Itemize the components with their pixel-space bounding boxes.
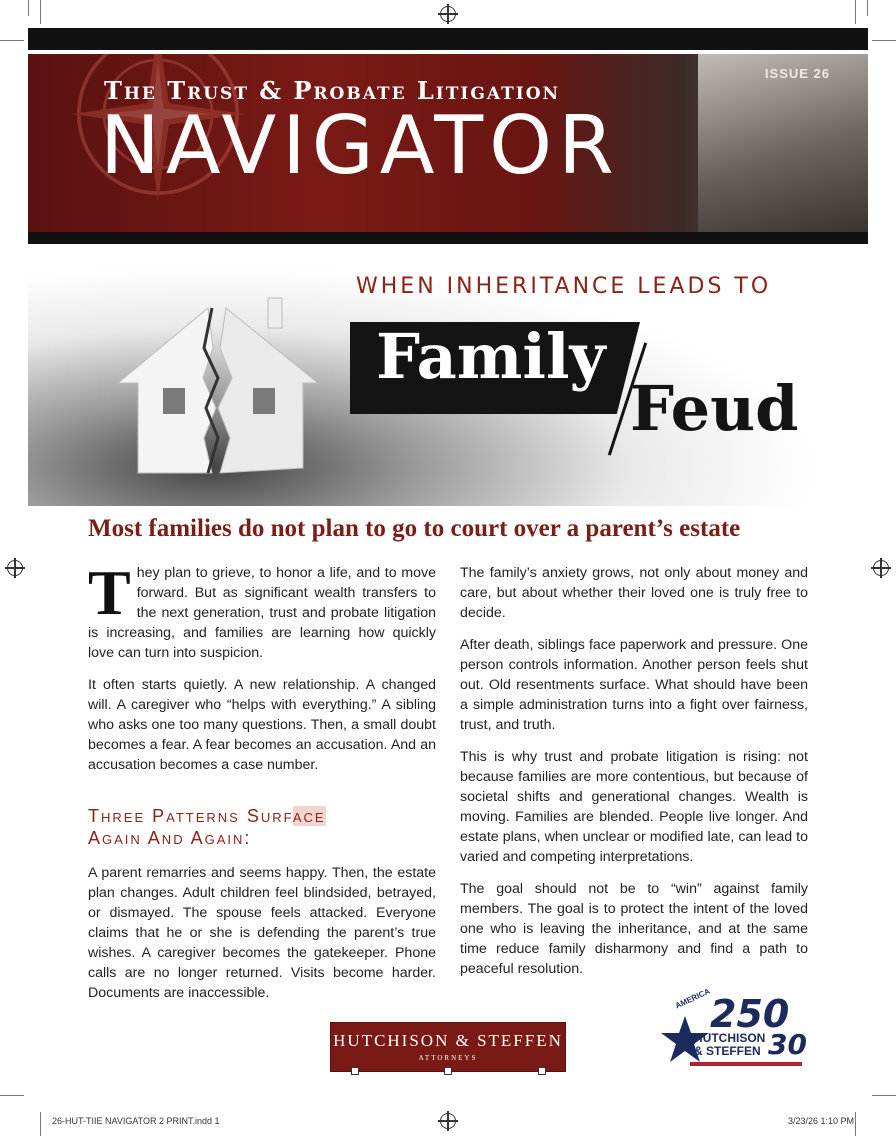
broken-house-icon xyxy=(108,288,338,488)
paragraph: This is why trust and probate litigation is rising: not because families are more contentious, but because of societal shifts and generational changes. Wealth is moving. Families are blended. People live longer. And estate plans, when unclear or modified late, can lead to varied and competing interpretations. xyxy=(460,749,808,865)
right-column xyxy=(460,563,808,991)
crop-mark xyxy=(0,40,24,41)
crop-mark xyxy=(40,0,41,24)
badge-30: 30 xyxy=(768,1028,807,1061)
firm-logo xyxy=(330,1022,566,1072)
paragraph: A parent remarries and seems happy. Then, the estate plan changes. Adult children feel blindsided, betrayed, or dismayed. The spouse feels attacked. Everyone claims that he or she is defending the parent’s true wishes. A caregiver becomes the gatekeeper. Phone calls are no longer returned. Visits become harder. Documents are inaccessible. xyxy=(88,865,436,1001)
masthead-title: NAVIGATOR xyxy=(100,99,620,192)
paragraph: The goal should not be to “win” against family members. The goal is to protect the intent of the loved one who is leaving the inheritance, and at the same time reduce family disharmony and find a path to peaceful resolution. xyxy=(460,881,808,977)
registration-mark-icon xyxy=(440,1113,456,1129)
registration-mark-icon xyxy=(873,560,889,576)
firm-name: HUTCHISON & STEFFEN xyxy=(333,1031,563,1050)
paragraph: The family’s anxiety grows, not only about money and care, but about whether their loved one is truly free to decide. xyxy=(460,565,808,621)
subheading-text: Again And Again: xyxy=(88,828,252,848)
masthead xyxy=(28,54,868,234)
sailboat-image xyxy=(698,54,868,234)
masthead-top-bar xyxy=(28,28,868,50)
crop-mark xyxy=(40,1112,41,1136)
left-column xyxy=(88,557,436,1015)
registration-mark-icon xyxy=(7,560,23,576)
frame-handle xyxy=(351,1067,359,1075)
subheading-text: Three Patterns Surf xyxy=(88,806,293,826)
badge-america: AMERICA xyxy=(673,986,712,1011)
hero-word-family: Family xyxy=(376,320,606,393)
hero-banner xyxy=(28,248,868,506)
frame-handle xyxy=(444,1067,452,1075)
badge-name-line: & STEFFEN xyxy=(694,1044,761,1058)
section-subheading xyxy=(88,805,436,849)
badge-stripe xyxy=(690,1062,802,1066)
paragraph-text: hey plan to grieve, to honor a life, and to move forward. But as significant wealth transfers to the next generation, trust and probate litigation is increasing, and families are learning how quickly love can turn into suspicion. xyxy=(88,565,436,661)
badge-250: 250 xyxy=(710,992,790,1036)
registration-mark-icon xyxy=(440,6,456,22)
print-slug-timestamp: 3/23/26 1:10 PM xyxy=(788,1116,855,1126)
paragraph: After death, siblings face paperwork and pressure. One person controls information. Another person feels shut out. Old resentments surface. What should have been a simple administration turns into a fight over fairness, trust, and truth. xyxy=(460,637,808,733)
badge-firm-name xyxy=(694,1032,765,1058)
firm-tagline: ATTORNEYS xyxy=(418,1054,478,1062)
masthead-bottom-bar xyxy=(28,232,868,244)
crop-mark xyxy=(0,1095,24,1096)
paragraph: It often starts quietly. A new relationship. A changed will. A caregiver who “helps with everything.” A sibling who asks one too many questions. Then, a small doubt becomes a fear. A fear becomes an accusation. And an accusation becomes a case number. xyxy=(88,677,436,773)
masthead-subtitle: The Trust & Probate Litigation xyxy=(104,76,561,105)
anniversary-badge xyxy=(660,986,810,1070)
print-slug-filename: 26-HUT-TIIE NAVIGATOR 2 PRINT.indd 1 xyxy=(52,1116,220,1126)
hero-word-feud: Feud xyxy=(630,372,799,445)
crop-mark xyxy=(28,0,29,16)
frame-handle xyxy=(538,1067,546,1075)
article-headline: Most families do not plan to go to court over a parent’s estate xyxy=(88,515,741,542)
hero-kicker: WHEN INHERITANCE LEADS TO xyxy=(356,274,772,299)
crop-mark xyxy=(867,0,868,16)
crop-mark xyxy=(855,1112,856,1136)
issue-number: ISSUE 26 xyxy=(764,66,830,81)
subheading-highlight: ace xyxy=(292,806,326,826)
crop-mark xyxy=(872,1095,896,1096)
drop-cap: T xyxy=(88,557,131,628)
paragraph xyxy=(88,557,436,663)
badge-name-line: HUTCHISON xyxy=(694,1031,766,1045)
crop-mark xyxy=(855,0,856,24)
crop-mark xyxy=(872,40,896,41)
